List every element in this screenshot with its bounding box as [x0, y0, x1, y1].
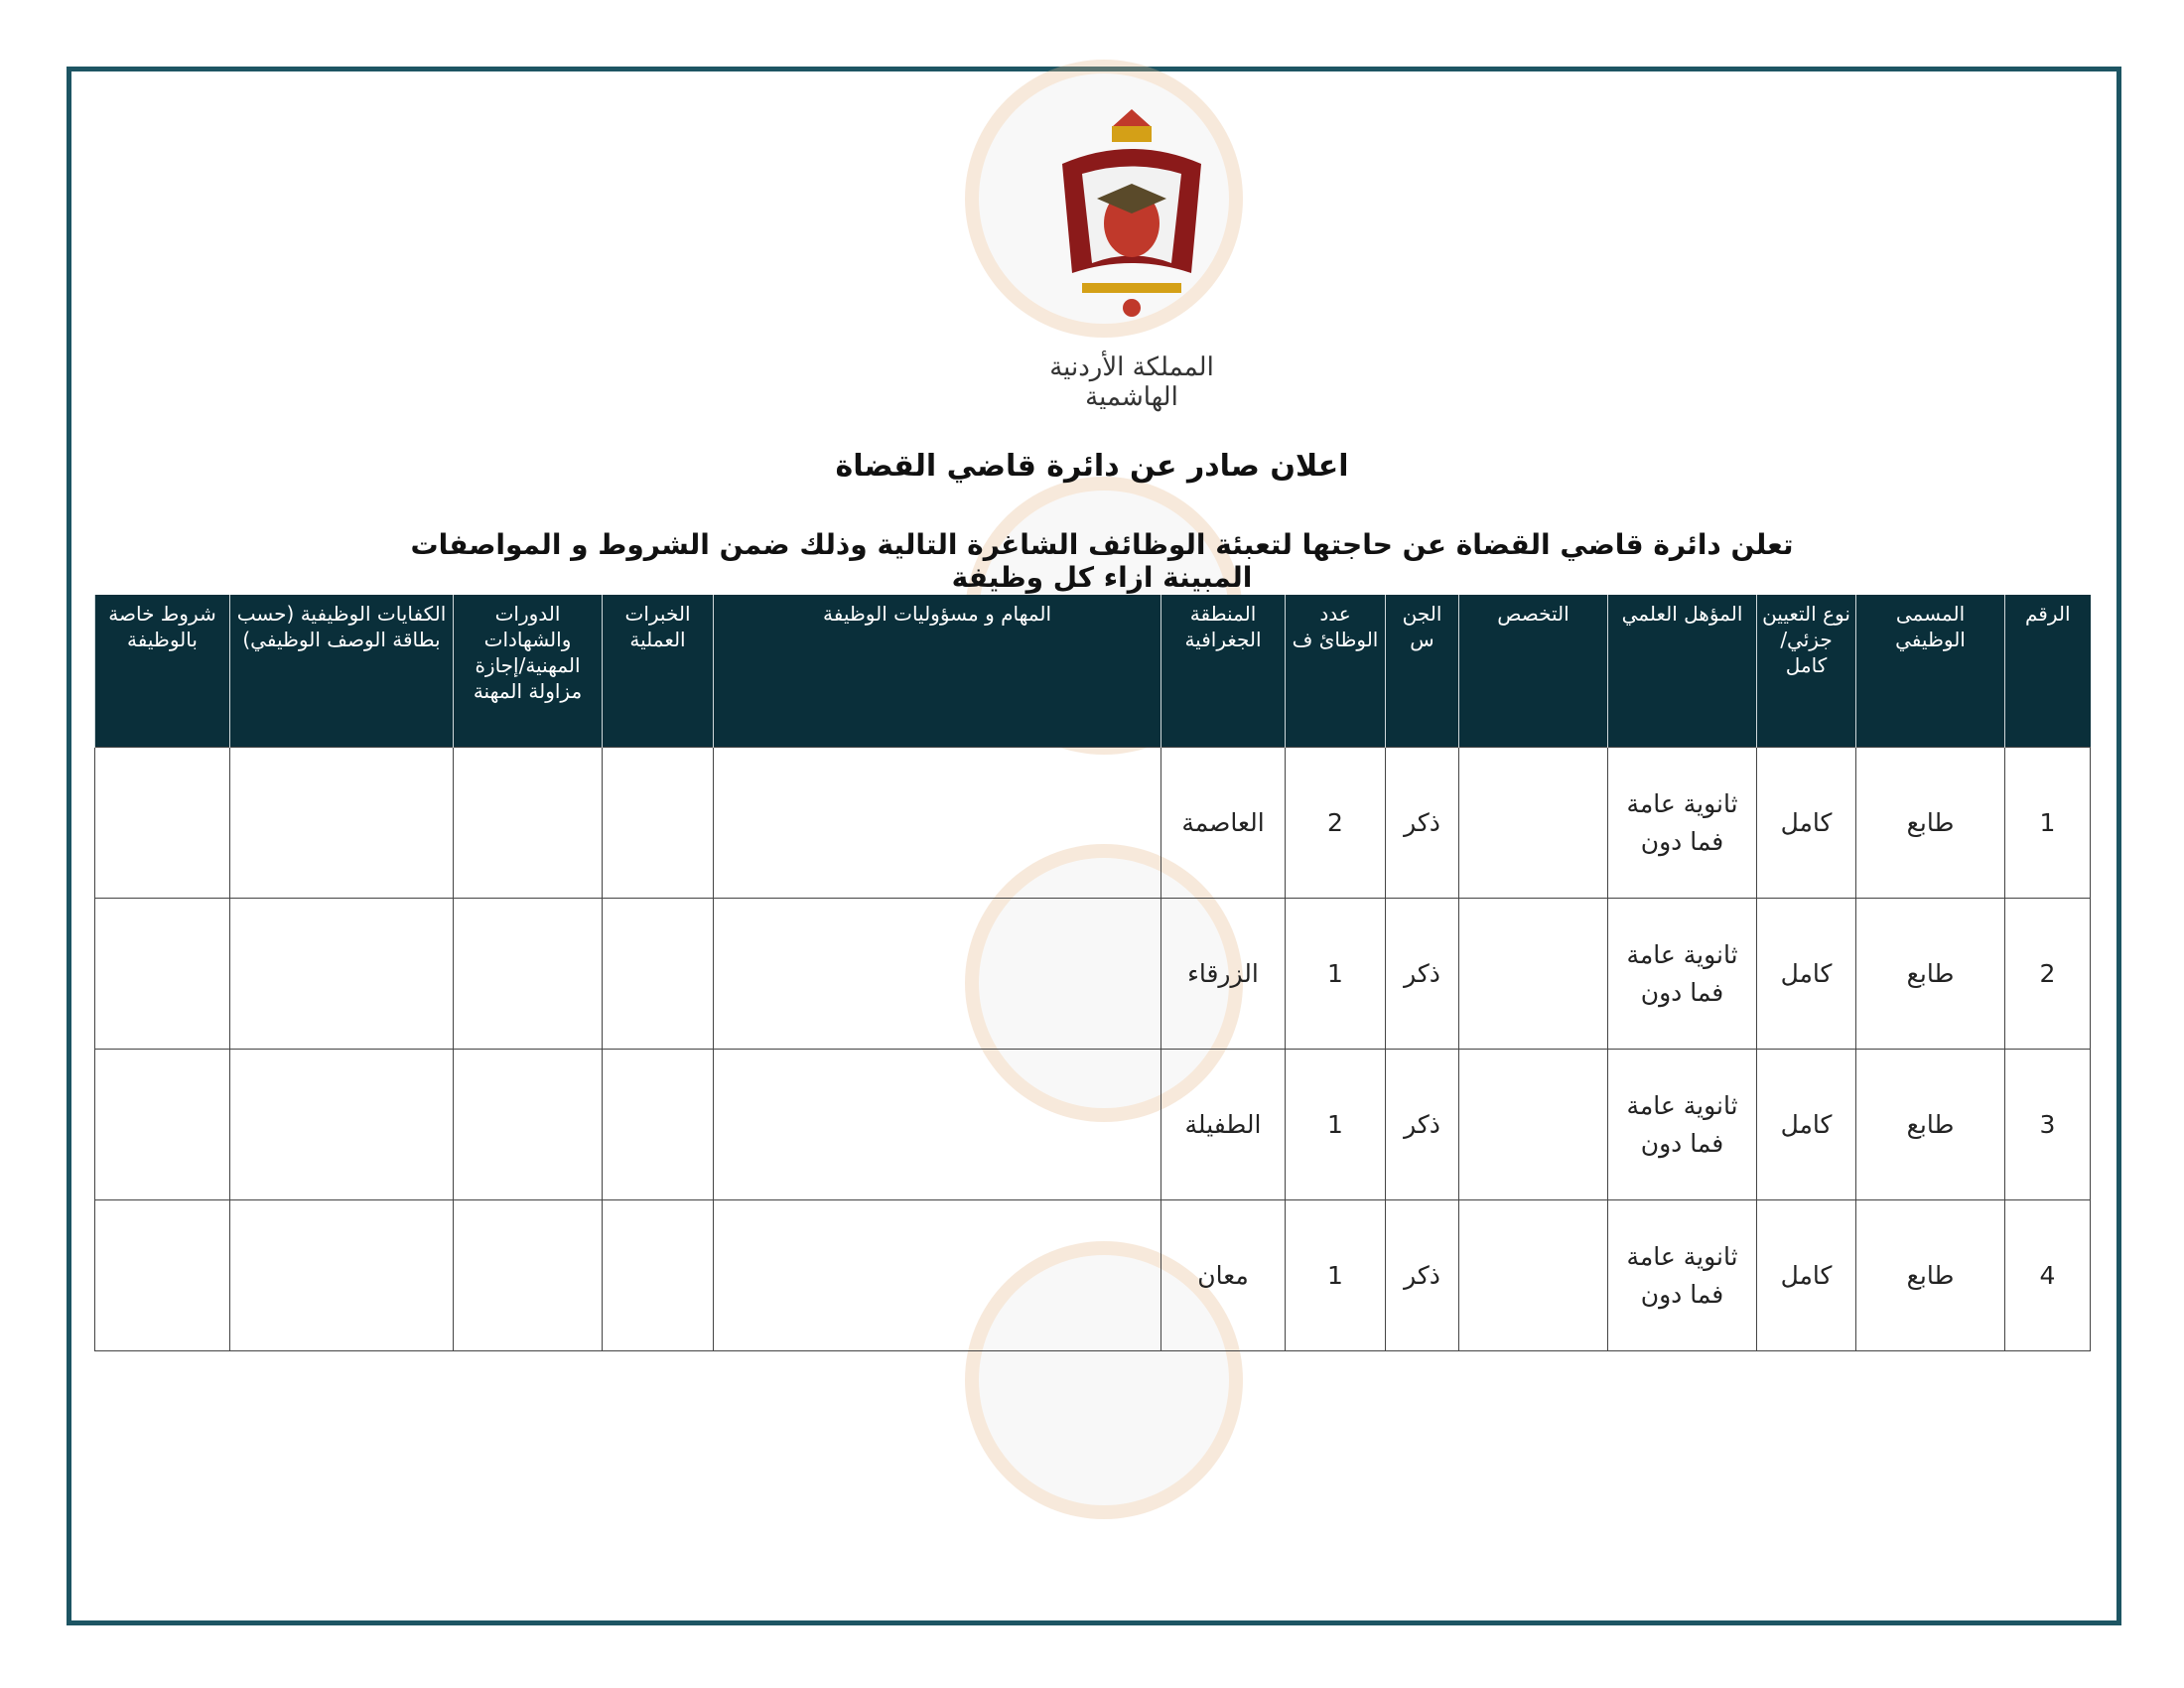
- cell-competencies: [230, 748, 454, 899]
- cell-special-conditions: [95, 1050, 230, 1200]
- cell-competencies: [230, 1050, 454, 1200]
- cell-specialization: [1459, 748, 1608, 899]
- cell-region: العاصمة: [1161, 748, 1286, 899]
- col-region: المنطقة الجغرافية: [1161, 595, 1286, 748]
- cell-job-title: طابع: [1856, 1200, 2005, 1351]
- cell-number: 2: [2005, 899, 2091, 1050]
- col-appointment-type: نوع التعيين جزئي/ كامل: [1757, 595, 1856, 748]
- cell-qualification: ثانوية عامة فما دون: [1608, 899, 1757, 1050]
- col-specialization: التخصص: [1459, 595, 1608, 748]
- table-row: [95, 1200, 2091, 1351]
- cell-experience: [603, 899, 714, 1050]
- table-row: [95, 1050, 2091, 1200]
- cell-courses: [454, 1200, 603, 1351]
- col-number: الرقم: [2005, 595, 2091, 748]
- cell-courses: [454, 748, 603, 899]
- table-header-row: [95, 595, 2091, 748]
- cell-vacancies: 1: [1286, 899, 1386, 1050]
- jordan-coat-of-arms-icon: [1042, 104, 1221, 323]
- cell-specialization: [1459, 1200, 1608, 1351]
- cell-vacancies: 2: [1286, 748, 1386, 899]
- cell-job-title: طابع: [1856, 899, 2005, 1050]
- cell-qualification: ثانوية عامة فما دون: [1608, 1200, 1757, 1351]
- cell-experience: [603, 748, 714, 899]
- cell-qualification: ثانوية عامة فما دون: [1608, 1050, 1757, 1200]
- cell-job-title: طابع: [1856, 1050, 2005, 1200]
- announcement-subtitle: تعلن دائرة قاضي القضاة عن حاجتها لتعبئة الوظائف الشاغرة التالية وذلك ضمن الشروط و المواصفات المبينة ازاء كل وظيفة: [410, 528, 1794, 594]
- jobs-table: [94, 595, 2091, 1351]
- col-duties: المهام و مسؤوليات الوظيفة: [714, 595, 1161, 748]
- cell-qualification: ثانوية عامة فما دون: [1608, 748, 1757, 899]
- cell-vacancies: 1: [1286, 1050, 1386, 1200]
- cell-competencies: [230, 1200, 454, 1351]
- cell-gender: ذكر: [1386, 899, 1459, 1050]
- cell-number: 3: [2005, 1050, 2091, 1200]
- cell-appointment-type: كامل: [1757, 899, 1856, 1050]
- cell-region: الزرقاء: [1161, 899, 1286, 1050]
- cell-gender: ذكر: [1386, 748, 1459, 899]
- col-job-title: المسمى الوظيفي: [1856, 595, 2005, 748]
- col-courses: الدورات والشهادات المهنية/إجازة مزاولة المهنة: [454, 595, 603, 748]
- cell-appointment-type: كامل: [1757, 1200, 1856, 1351]
- cell-special-conditions: [95, 1200, 230, 1351]
- cell-duties: [714, 748, 1161, 899]
- cell-duties: [714, 1050, 1161, 1200]
- cell-gender: ذكر: [1386, 1200, 1459, 1351]
- cell-region: معان: [1161, 1200, 1286, 1351]
- col-special-conditions: شروط خاصة بالوظيفة: [95, 595, 230, 748]
- cell-duties: [714, 899, 1161, 1050]
- cell-competencies: [230, 899, 454, 1050]
- cell-specialization: [1459, 899, 1608, 1050]
- cell-courses: [454, 899, 603, 1050]
- cell-vacancies: 1: [1286, 1200, 1386, 1351]
- emblem-caption: المملكة الأردنية الهاشمية: [1049, 352, 1214, 412]
- col-experience: الخبرات العملية: [603, 595, 714, 748]
- cell-job-title: طابع: [1856, 748, 2005, 899]
- cell-experience: [603, 1050, 714, 1200]
- table-row: [95, 899, 2091, 1050]
- cell-gender: ذكر: [1386, 1050, 1459, 1200]
- cell-region: الطفيلة: [1161, 1050, 1286, 1200]
- cell-special-conditions: [95, 748, 230, 899]
- cell-special-conditions: [95, 899, 230, 1050]
- cell-courses: [454, 1050, 603, 1200]
- col-qualification: المؤهل العلمي: [1608, 595, 1757, 748]
- cell-number: 1: [2005, 748, 2091, 899]
- cell-appointment-type: كامل: [1757, 1050, 1856, 1200]
- cell-appointment-type: كامل: [1757, 748, 1856, 899]
- col-vacancies: عدد الوظائ ف: [1286, 595, 1386, 748]
- cell-experience: [603, 1200, 714, 1351]
- table-row: [95, 748, 2091, 899]
- cell-specialization: [1459, 1050, 1608, 1200]
- col-competencies: الكفايات الوظيفية (حسب بطاقة الوصف الوظيفي): [230, 595, 454, 748]
- cell-duties: [714, 1200, 1161, 1351]
- col-gender: الجن س: [1386, 595, 1459, 748]
- announcement-title: اعلان صادر عن دائرة قاضي القضاة: [835, 449, 1349, 484]
- cell-number: 4: [2005, 1200, 2091, 1351]
